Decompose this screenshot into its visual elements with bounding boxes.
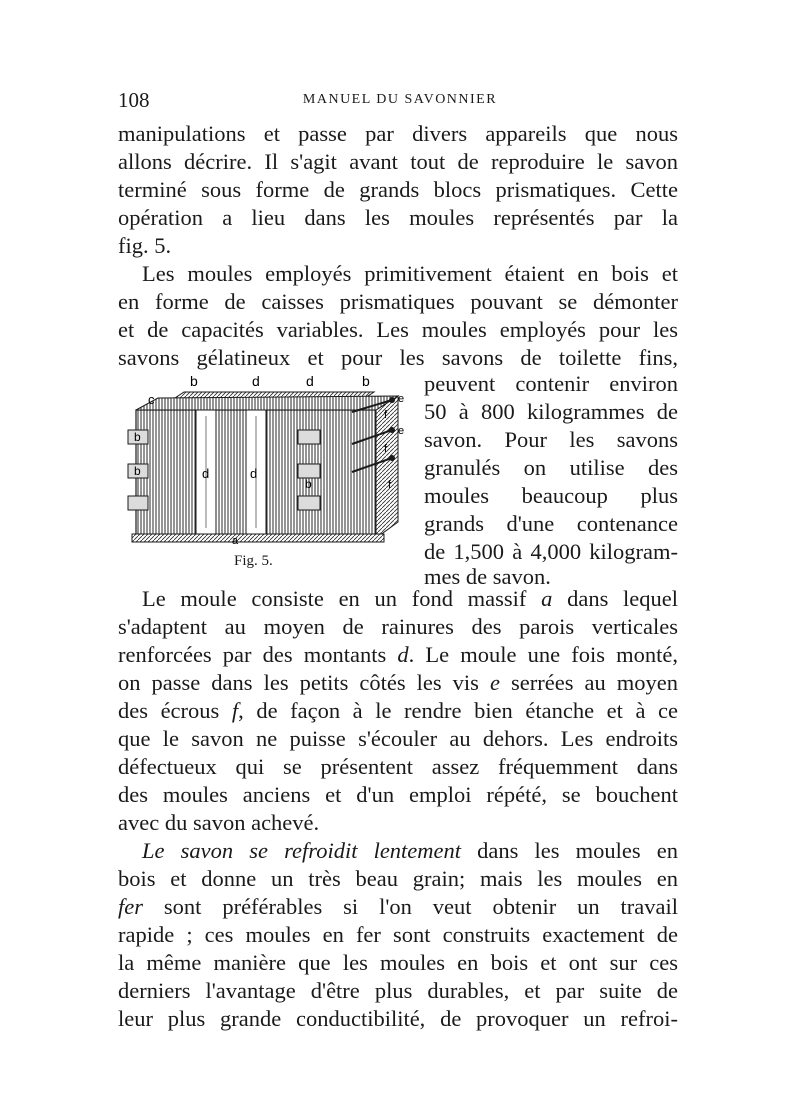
text-line: bois et donne un très beau grain; mais les moules en <box>118 866 678 891</box>
text-line: et de capacités variables. Les moules employés pour les <box>118 317 678 342</box>
text-line: défectueux qui se présentent assez fréquemment dans <box>118 754 678 779</box>
text-line: rapide ; ces moules en fer sont construits exactement de <box>118 922 678 947</box>
text-line: mes de savon. <box>424 564 551 589</box>
figure-label: c <box>148 392 155 407</box>
figure-label: b <box>362 373 370 389</box>
text-line: manipulations et passe par divers appareils que nous <box>118 121 678 146</box>
text-line: savons gélatineux et pour les savons de toilette fins, <box>118 345 678 370</box>
figure-label: f <box>388 479 392 491</box>
text-line: 50 à 800 kilogrammes de <box>424 399 678 424</box>
figure-label: d <box>306 373 314 389</box>
figure-label: e <box>398 425 405 437</box>
figure-label: e <box>398 393 405 405</box>
text-line: des écrous f, de façon à le rendre bien étanche et à ce <box>118 698 678 723</box>
text-line: peuvent contenir environ <box>424 371 678 396</box>
running-head: MANUEL DU SAVONNIER <box>302 92 498 107</box>
text-line: que le savon ne puisse s'écouler au dehors. Les endroits <box>118 726 678 751</box>
figure-label: b <box>305 477 312 491</box>
text-line: de 1,500 à 4,000 kilogram- <box>424 539 678 564</box>
text-line: on passe dans les petits côtés les vis e serrées au moyen <box>118 670 678 695</box>
text-line: grands d'une contenance <box>424 511 678 536</box>
text-line: derniers l'avantage d'être plus durables, et par suite de <box>118 978 678 1003</box>
figure-caption: Fig. 5. <box>234 553 273 569</box>
text-line: s'adaptent au moyen de rainures des parois verticales <box>118 614 678 639</box>
figure-label: b <box>190 373 198 389</box>
figure-label: a <box>232 535 239 547</box>
figure-label: f <box>384 443 388 455</box>
text-line: allons décrire. Il s'agit avant tout de reproduire le savon <box>118 149 678 174</box>
text-line: Les moules employés primitivement étaient en bois et <box>142 261 678 286</box>
text-line: des moules anciens et d'un emploi répété, se bouchent <box>118 782 678 807</box>
text-line: fig. 5. <box>118 233 172 258</box>
text-line: savon. Pour les savons <box>424 427 678 452</box>
text-line: avec du savon achevé. <box>118 810 320 835</box>
text-line: Le savon se refroidit lentement dans les moules en <box>142 838 678 863</box>
text-line: renforcées par des montants d. Le moule une fois monté, <box>118 642 678 667</box>
text-line: en forme de caisses prismatiques pouvant se démonter <box>118 289 678 314</box>
text-line: leur plus grande conductibilité, de provoquer un refroi- <box>118 1006 678 1031</box>
page-number: 108 <box>118 88 150 112</box>
figure-label: b <box>134 430 141 444</box>
text-line: la même manière que les moules en bois et ont sur ces <box>118 950 678 975</box>
text-line: opération a lieu dans les moules représentés par la <box>118 205 678 230</box>
figure-label: d <box>250 466 258 481</box>
figure-label: b <box>134 464 141 478</box>
figure-label: f <box>384 409 388 421</box>
text-line: granulés on utilise des <box>424 455 678 480</box>
text-line: fer sont préférables si l'on veut obtenir un travail <box>118 894 678 919</box>
text-line: moules beaucoup plus <box>424 483 678 508</box>
figure-label: d <box>252 373 260 389</box>
figure-label: d <box>202 466 210 481</box>
text-line: terminé sous forme de grands blocs prismatiques. Cette <box>118 177 678 202</box>
text-line: Le moule consiste en un fond massif a dans lequel <box>142 586 679 611</box>
